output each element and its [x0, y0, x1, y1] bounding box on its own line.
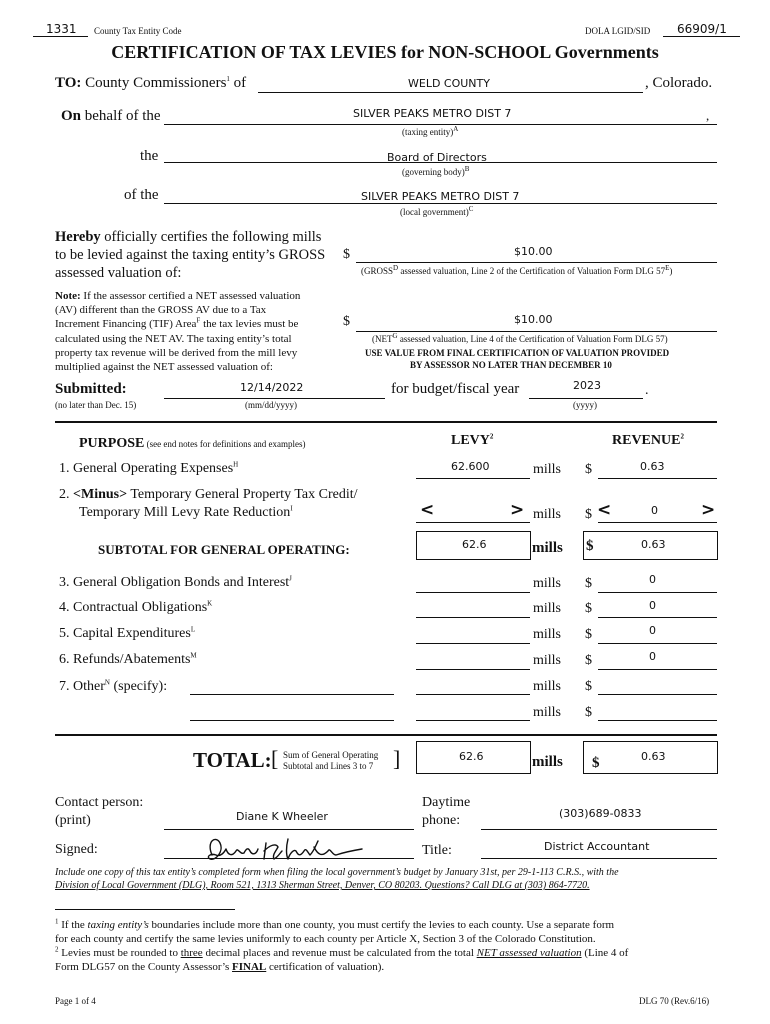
gross-dollar: $	[343, 247, 350, 262]
row3-revenue-field[interactable]: 0	[649, 573, 656, 586]
include-note-line2: Division of Local Government (DLG), Room 521, 1313 Sherman Street, Denver, CO 80203. Questions? Call DLG at (303) 864-7720.	[55, 880, 590, 891]
signature-image[interactable]	[202, 833, 372, 865]
lgid-label: DOLA LGID/SID	[585, 26, 651, 36]
note-line3: Increment Financing (TIF) Area$^F$ the tax levies must be	[55, 316, 299, 330]
behalf-label: On behalf of the	[61, 108, 161, 124]
include-note-line1: Include one copy of this tax entity’s completed form when filing the local government’s budget by January 31st, per 29-1-113 C.R.S., with the	[55, 867, 619, 878]
total-levy-value: 62.6	[459, 750, 484, 763]
total-mills: mills	[532, 754, 563, 770]
contact-label-line1: Contact person:	[55, 795, 144, 810]
phone-label-line1: Daytime	[422, 795, 471, 810]
row7b-dollar: $	[585, 705, 592, 720]
net-av-note: ($NET^G$ assessed valuation, Line 4 of the Certification of Valuation Form DLG 57)	[372, 332, 668, 344]
budget-year-label: for budget/fiscal year	[391, 381, 520, 397]
row3-label: 3. General Obligation Bonds and Interest$^J$	[59, 574, 292, 590]
governing-body-sub: (governing body)$^B$	[402, 165, 470, 177]
footnote-2-line1: $^2$ Levies must be rounded to three decimal places and revenue must be calculated from the total NET assessed valuation (Line 4 of	[55, 945, 629, 959]
date-format: (mm/dd/yyyy)	[245, 400, 297, 410]
net-av-field[interactable]: $10.00	[514, 313, 553, 326]
taxing-entity-field[interactable]: SILVER PEAKS METRO DIST 7	[353, 107, 512, 120]
hereby-line3: assessed valuation of:	[55, 265, 182, 281]
behalf-comma: ,	[706, 108, 710, 123]
row2-revenue-field[interactable]: 0	[651, 504, 658, 517]
page-title: CERTIFICATION OF TAX LEVIES for NON-SCHOOL Governments	[111, 42, 659, 62]
hereby-line2: to be levied against the taxing entity’s GROSS	[55, 247, 326, 263]
total-revenue-value: 0.63	[641, 750, 666, 763]
submitted-sub: (no later than Dec. 15)	[55, 400, 137, 410]
county-code-label: County Tax Entity Code	[94, 26, 182, 36]
row7b-mills: mills	[533, 705, 562, 720]
row4-label: 4. Contractual Obligations$^K$	[59, 599, 213, 615]
row2-label-line1: 2. <Minus> Temporary General Property Tax Credit/	[59, 487, 358, 502]
total-levy-box[interactable]	[416, 741, 531, 774]
row3-dollar: $	[585, 576, 592, 591]
total-bracket-right: ]	[393, 746, 401, 771]
row3-mills: mills	[533, 576, 562, 591]
row2-dollar: $	[585, 507, 592, 522]
county-field[interactable]: WELD COUNTY	[408, 77, 490, 90]
colorado-suffix: , Colorado.	[645, 75, 713, 91]
footnote-1-line1: $^1$ If the taxing entity’s boundaries include more than one county, you must certify the levies to each county. Use a separate form	[55, 917, 615, 931]
gross-av-field[interactable]: $10.00	[514, 245, 553, 258]
row1-revenue-field[interactable]: 0.63	[640, 460, 665, 473]
the-label: the	[140, 148, 159, 164]
row7-dollar: $	[585, 679, 592, 694]
title-label: Title:	[422, 843, 452, 858]
row6-mills: mills	[533, 653, 562, 668]
governing-body-field[interactable]: Board of Directors	[387, 151, 487, 164]
taxing-entity-sub: (taxing entity)$^A$	[402, 125, 459, 137]
budget-year-field[interactable]: 2023	[573, 379, 601, 392]
row5-label: 5. Capital Expenditures$^L$	[59, 625, 196, 641]
row1-label: 1. General Operating Expenses$^H$	[59, 460, 239, 476]
use-value-line1: USE VALUE FROM FINAL CERTIFICATION OF VALUATION PROVIDED	[365, 348, 670, 358]
row7-mills: mills	[533, 679, 562, 694]
net-dollar: $	[343, 314, 350, 329]
gross-av-note: ($GROSS^D$ assessed valuation, Line 2 of the Certification of Valuation Form DLG $57^E$)	[361, 264, 673, 276]
total-bracket-left: [	[271, 746, 279, 771]
note-line1: Note: If the assessor certified a NET assessed valuation	[55, 290, 301, 302]
subtotal-dollar: $	[586, 538, 594, 554]
subtotal-label: SUBTOTAL FOR GENERAL OPERATING:	[98, 542, 350, 557]
note-line4: calculated using the NET AV. The taxing entity’s total	[55, 333, 292, 345]
hereby-line1: Hereby officially certifies the following mills	[55, 229, 322, 245]
row2-revenue-gt: >	[701, 500, 716, 520]
row1-mills: mills	[533, 462, 562, 477]
total-note-line2: Subtotal and Lines 3 to 7	[283, 761, 374, 771]
subtotal-mills: mills	[532, 540, 563, 556]
local-government-sub: (local government)$^C$	[400, 205, 474, 217]
lgid-value[interactable]: 66909/1	[677, 22, 727, 36]
contact-name-field[interactable]: Diane K Wheeler	[236, 810, 328, 823]
row2-revenue-lt: <	[597, 500, 612, 520]
row6-revenue-field[interactable]: 0	[649, 650, 656, 663]
phone-field[interactable]: (303)689-0833	[559, 807, 642, 820]
row4-mills: mills	[533, 601, 562, 616]
form-number: DLG 70 (Rev.6/16)	[639, 996, 710, 1006]
row5-dollar: $	[585, 627, 592, 642]
revenue-header: REVENUE$^2$	[612, 432, 684, 448]
subtotal-levy-box[interactable]	[416, 531, 531, 560]
contact-label-line2: (print)	[55, 813, 91, 828]
page-number: Page 1 of 4	[55, 996, 96, 1006]
subtotal-revenue-box[interactable]	[583, 531, 718, 560]
county-code-value[interactable]: 1331	[46, 22, 77, 36]
total-dollar: $	[592, 755, 600, 771]
local-government-field[interactable]: SILVER PEAKS METRO DIST 7	[361, 190, 520, 203]
footnote-1-line2: for each county and certify the same levies uniformly to each county per Article X, Section 3 of the Colorado Constitution.	[55, 933, 596, 945]
total-revenue-box[interactable]	[583, 741, 718, 774]
row4-revenue-field[interactable]: 0	[649, 599, 656, 612]
row2-mills: mills	[533, 507, 562, 522]
phone-label-line2: phone:	[422, 813, 461, 828]
row4-dollar: $	[585, 601, 592, 616]
note-line2: (AV) different than the GROSS AV due to a Tax	[55, 304, 267, 316]
year-format: (yyyy)	[573, 400, 597, 410]
total-label: TOTAL:	[193, 748, 272, 772]
total-note-line1: Sum of General Operating	[283, 750, 379, 760]
row2-levy-lt: <	[420, 500, 435, 520]
footnote-2-line2: Form DLG57 on the County Assessor’s FINAL certification of valuation).	[55, 961, 385, 973]
row6-label: 6. Refunds/Abatements$^M$	[59, 651, 197, 667]
row6-dollar: $	[585, 653, 592, 668]
row2-label-line2: Temporary Mill Levy Rate Reduction$^I$	[79, 504, 293, 520]
row5-revenue-field[interactable]: 0	[649, 624, 656, 637]
purpose-header: PURPOSE (see end notes for definitions and examples)	[79, 436, 306, 451]
row7b-specify-field[interactable]	[190, 720, 394, 721]
year-period: .	[645, 383, 649, 398]
signed-label: Signed:	[55, 842, 98, 857]
submitted-label: Submitted:	[55, 381, 127, 397]
row1-levy-field[interactable]: 62.600	[451, 460, 490, 473]
row1-dollar: $	[585, 462, 592, 477]
title-field[interactable]: District Accountant	[544, 840, 650, 853]
row5-mills: mills	[533, 627, 562, 642]
of-the-label: of the	[124, 187, 159, 203]
subtotal-levy-value: 62.6	[462, 538, 487, 551]
row7-specify-field[interactable]	[190, 694, 394, 695]
note-line6: multiplied against the NET assessed valuation of:	[55, 361, 273, 373]
levy-header: LEVY$^2$	[451, 432, 494, 448]
subtotal-revenue-value: 0.63	[641, 538, 666, 551]
submitted-date-field[interactable]: 12/14/2022	[240, 381, 304, 394]
use-value-line2: BY ASSESSOR NO LATER THAN DECEMBER 10	[410, 360, 612, 370]
row2-levy-gt: >	[510, 500, 525, 520]
to-label: TO: County Commissioners$^1$ of	[55, 75, 247, 91]
note-line5: property tax revenue will be derived from the mill levy	[55, 347, 298, 359]
row7-label: 7. Other$^N$ (specify):	[59, 678, 168, 694]
